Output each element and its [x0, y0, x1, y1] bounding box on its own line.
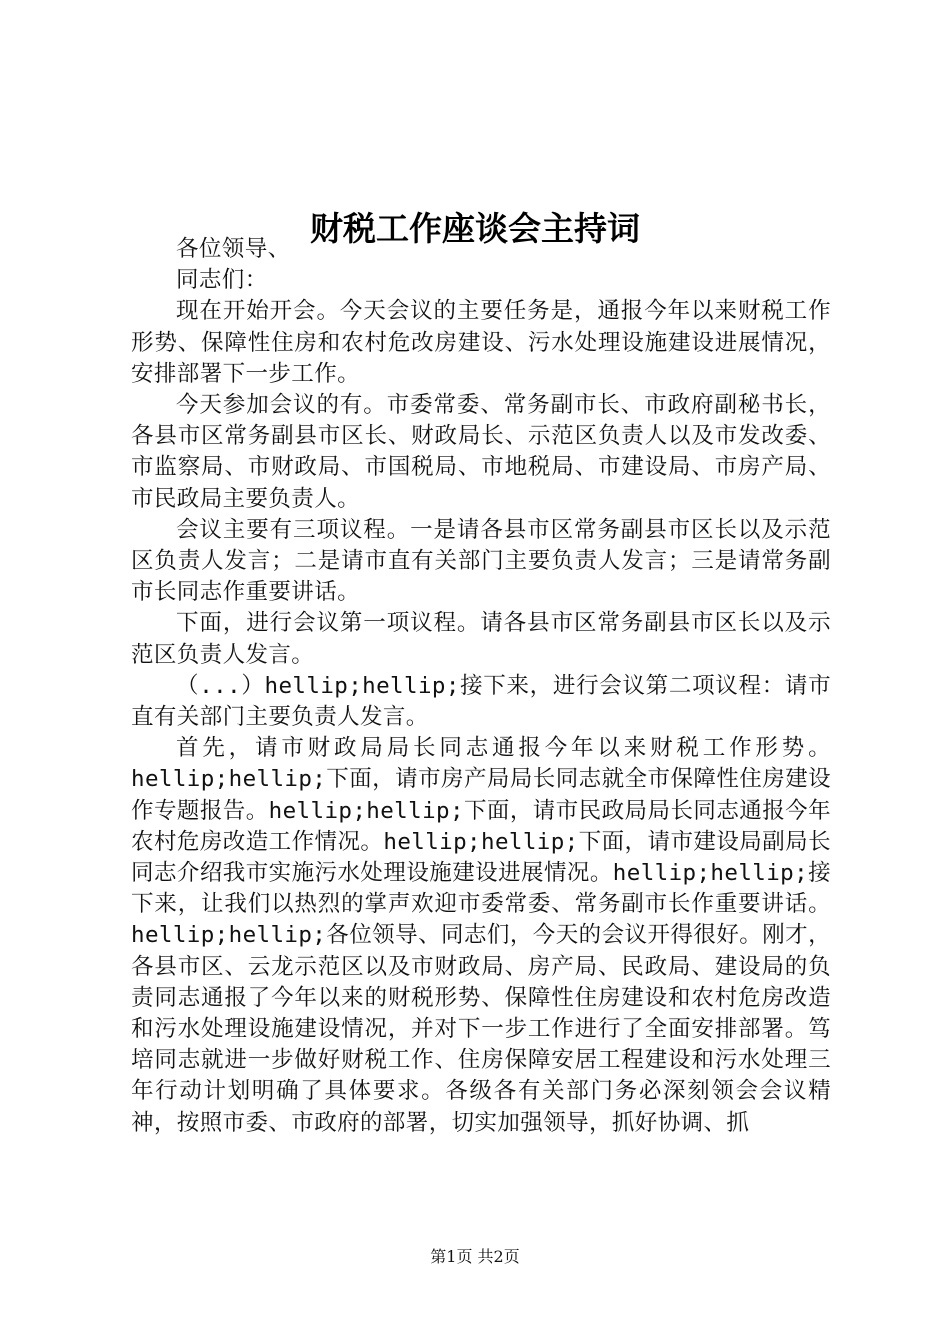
document-body [131, 234, 831, 1139]
paragraph-salutation-comrades: 同志们： [176, 267, 268, 294]
paragraph-opening: 现在开始开会。今天会议的主要任务是，通报今年以来财税工作形势、保障性住房和农村危改房建设、污水处理设施建设进展情况，安排部署下一步工作。 [131, 298, 831, 387]
paragraph-agenda: 会议主要有三项议程。一是请各县市区常务副县市区长以及示范区负责人发言；二是请市直有关部门主要负责人发言；三是请常务副市长同志作重要讲话。 [131, 516, 831, 606]
paragraph-salutation-leaders: 各位领导、 [176, 236, 291, 262]
paragraph-second-item: （...）hellip;hellip;接下来，进行会议第二项议程：请市直有关部门主要负责人发言。 [131, 672, 831, 731]
paragraph-attendees: 今天参加会议的有。市委常委、常务副市长、市政府副秘书长，各县市区常务副县市区长、财政局长、示范区负责人以及市发改委、市监察局、市财政局、市国税局、市地税局、市建设局、市房产局、市民政局主要负责人。 [131, 392, 831, 512]
paragraph-reports: 首先，请市财政局局长同志通报今年以来财税工作形势。hellip;hellip;下面，请市房产局局长同志就全市保障性住房建设作专题报告。hellip;hellip;下面，请市民政局局长同志通报今年农村危房改造工作情况。hellip;hellip;下面，请市建设局副局长同志介绍我市实施污水处理设施建设进展情况。hellip;hellip;接下来，让我们以热烈的掌声欢迎市委常委、常务副市长作重要讲话。hellip;hellip;各位领导、同志们，今天的会议开得很好。刚才，各县市区、云龙示范区以及市财政局、房产局、民政局、建设局的负责同志通报了今年以来的财税形势、保障性住房建设和农村危房改造和污水处理设施建设情况，并对下一步工作进行了全面安排部署。笃培同志就进一步做好财税工作、住房保障安居工程建设和污水处理三年行动计划明确了具体要求。各级各有关部门务必深刻领会会议精神，按照市委、市政府的部署，切实加强领导，抓好协调、抓 [131, 735, 831, 1136]
paragraph-first-item: 下面，进行会议第一项议程。请各县市区常务副县市区长以及示范区负责人发言。 [131, 610, 831, 668]
document-title: 财税工作座谈会主持词 [310, 209, 640, 249]
page-number: 第1页 共2页 [430, 1247, 520, 1266]
